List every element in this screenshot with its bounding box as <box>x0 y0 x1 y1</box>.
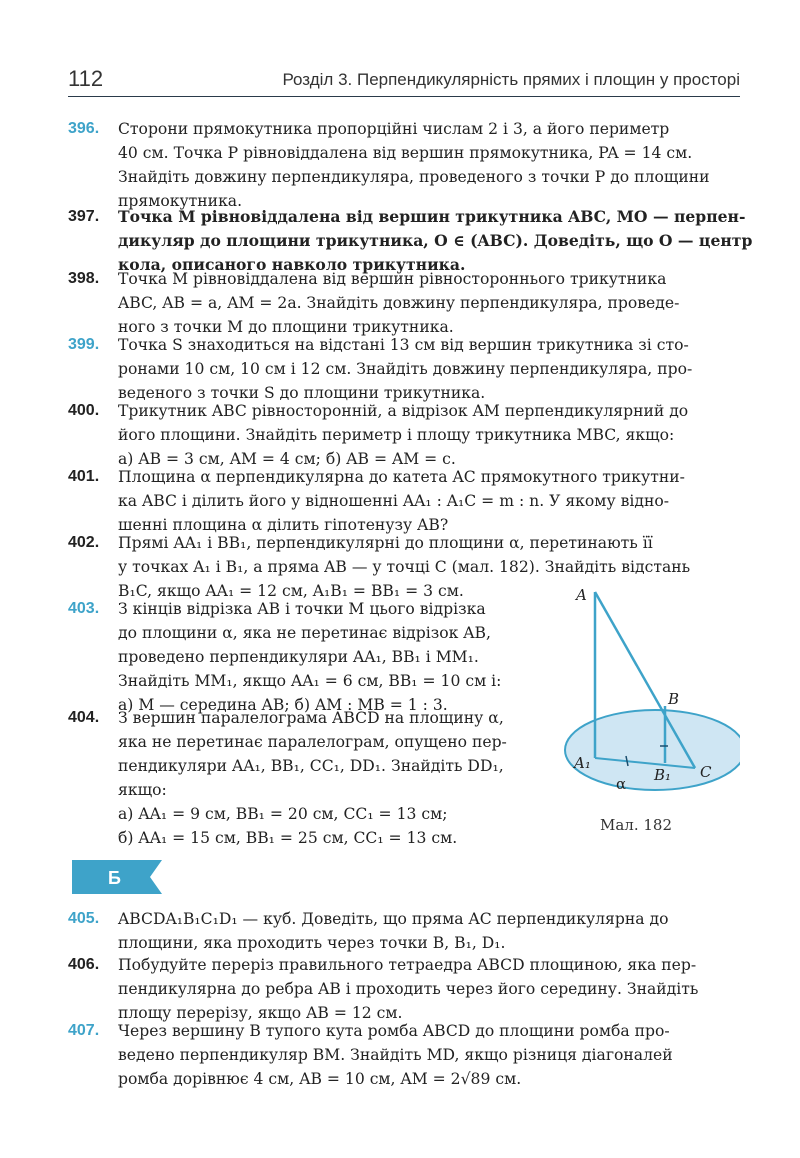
problem-line: а) AA₁ = 9 см, BB₁ = 20 см, CC₁ = 13 см; <box>118 805 448 823</box>
problem-line: Точка S знаходиться на відстані 13 см від вершин трикутника зі сто- <box>118 336 689 354</box>
problem-number: 400. <box>68 402 100 419</box>
problem-line: дикуляр до площини трикутника, O ∈ (ABC). Доведіть, що O — центр <box>118 231 753 250</box>
problem-line: Знайдіть довжину перпендикуляра, проведеного з точки P до площини <box>118 168 710 186</box>
problem-line: ронами 10 см, 10 см і 12 см. Знайдіть довжину перпендикуляра, про- <box>118 360 693 378</box>
problem-number: 404. <box>68 709 100 726</box>
problem-404 <box>68 706 538 850</box>
problem-line: проведено перпендикуляри AA₁, BB₁ і MM₁. <box>118 648 479 666</box>
problem-line: прямокутника. <box>118 192 243 210</box>
problem-399 <box>68 333 740 405</box>
problem-number: 403. <box>68 600 100 617</box>
problem-line: ABCDA₁B₁C₁D₁ — куб. Доведіть, що пряма AC перпендикулярна до <box>118 910 669 928</box>
problem-line: пендикулярна до ребра AB і проходить через його середину. Знайдіть <box>118 980 699 998</box>
problem-line: пендикуляри AA₁, BB₁, CC₁, DD₁. Знайдіть DD₁, <box>118 757 504 775</box>
problem-number: 407. <box>68 1022 100 1039</box>
chapter-title: Розділ 3. Перпендикулярність прямих і площин у просторі <box>282 70 740 89</box>
problem-line: З вершин паралелограма ABCD на площину α, <box>118 709 504 727</box>
problem-403 <box>68 597 538 717</box>
problem-line: його площини. Знайдіть периметр і площу трикутника MBC, якщо: <box>118 426 675 444</box>
label-c: C <box>700 763 712 781</box>
figure-caption: Мал. 182 <box>600 816 672 834</box>
label-a1: A₁ <box>574 754 591 772</box>
problem-line: B₁C, якщо AA₁ = 12 см, A₁B₁ = BB₁ = 3 см. <box>118 582 464 600</box>
problem-line: Точка M рівновіддалена від вершин трикутника ABC, MO — перпен- <box>118 207 746 226</box>
label-b: B <box>668 690 680 708</box>
problem-396 <box>68 117 740 213</box>
problem-line: Прямі AA₁ і BB₁, перпендикулярні до площини α, перетинають її <box>118 534 653 552</box>
problem-number: 402. <box>68 534 100 551</box>
problem-line: ного з точки M до площини трикутника. <box>118 318 454 336</box>
label-a: A <box>576 586 587 604</box>
problem-406 <box>68 953 740 1025</box>
problem-line: Трикутник ABC рівносторонній, а відрізок AM перпендикулярний до <box>118 402 689 420</box>
problem-number: 398. <box>68 270 100 287</box>
problem-407 <box>68 1019 740 1091</box>
plane-alpha-shape <box>565 710 740 790</box>
problem-line: Побудуйте переріз правильного тетраедра ABCD площиною, яка пер- <box>118 956 697 974</box>
problem-line: Сторони прямокутника пропорційні числам 2 і 3, а його периметр <box>118 120 670 138</box>
problem-number: 406. <box>68 956 100 973</box>
problem-line: веденого з точки S до площини трикутника. <box>118 384 486 402</box>
problem-398 <box>68 267 740 339</box>
problem-line: Точка M рівновіддалена від вершин рівностороннього трикутника <box>118 270 667 288</box>
problem-405 <box>68 907 740 955</box>
page-number: 112 <box>68 66 104 91</box>
problem-line: ABC, AB = a, AM = 2a. Знайдіть довжину перпендикуляра, проведе- <box>118 294 680 312</box>
problem-line: до площини α, яка не перетинає відрізок AB, <box>118 624 491 642</box>
label-b1: B₁ <box>654 766 672 784</box>
problem-line: у точках A₁ і B₁, а пряма AB — у точці C (мал. 182). Знайдіть відстань <box>118 558 691 576</box>
problem-line: ведено перпендикуляр BM. Знайдіть MD, якщо різниця діагоналей <box>118 1046 673 1064</box>
problem-line: площини, яка проходить через точки B, B₁, D₁. <box>118 934 506 952</box>
problem-line: З кінців відрізка AB і точки M цього відрізка <box>118 600 486 618</box>
problem-line: 40 см. Точка P рівновіддалена від вершин прямокутника, PA = 14 см. <box>118 144 693 162</box>
problem-line: Через вершину B тупого кута ромба ABCD до площини ромба про- <box>118 1022 670 1040</box>
problem-401 <box>68 465 740 537</box>
problem-line: ка ABC і ділить його у відношенні AA₁ : A₁C = m : n. У якому відно- <box>118 492 669 510</box>
problem-line: б) AA₁ = 15 см, BB₁ = 25 см, CC₁ = 13 см. <box>118 829 458 847</box>
problem-line: Площина α перпендикулярна до катета AC прямокутного трикутни- <box>118 468 685 486</box>
problem-line: яка не перетинає паралелограм, опущено пер- <box>118 733 507 751</box>
problem-number: 397. <box>68 208 100 225</box>
problem-number: 399. <box>68 336 100 353</box>
section-b-tab <box>72 860 162 894</box>
problem-line: кола, описаного навколо трикутника. <box>118 255 466 274</box>
problem-line: ромба дорівнює 4 см, AB = 10 см, AM = 2√89 см. <box>118 1070 522 1088</box>
figure-182 <box>560 580 740 840</box>
problem-line: якщо: <box>118 781 167 799</box>
problem-number: 396. <box>68 120 100 137</box>
problem-line: Знайдіть MM₁, якщо AA₁ = 6 см, BB₁ = 10 см і: <box>118 672 502 690</box>
page-header <box>68 64 740 97</box>
problem-line: площу перерізу, якщо AB = 12 см. <box>118 1004 403 1022</box>
problem-line: а) M — середина AB; б) AM : MB = 1 : 3. <box>118 696 448 714</box>
problem-line: шенні площина α ділить гіпотенузу AB? <box>118 516 449 534</box>
problem-number: 405. <box>68 910 100 927</box>
problem-number: 401. <box>68 468 100 485</box>
problem-400 <box>68 399 740 471</box>
section-label: Б <box>108 868 121 888</box>
problem-line: а) AB = 3 см, AM = 4 см; б) AB = AM = c. <box>118 450 456 468</box>
label-alpha: α <box>616 775 627 793</box>
